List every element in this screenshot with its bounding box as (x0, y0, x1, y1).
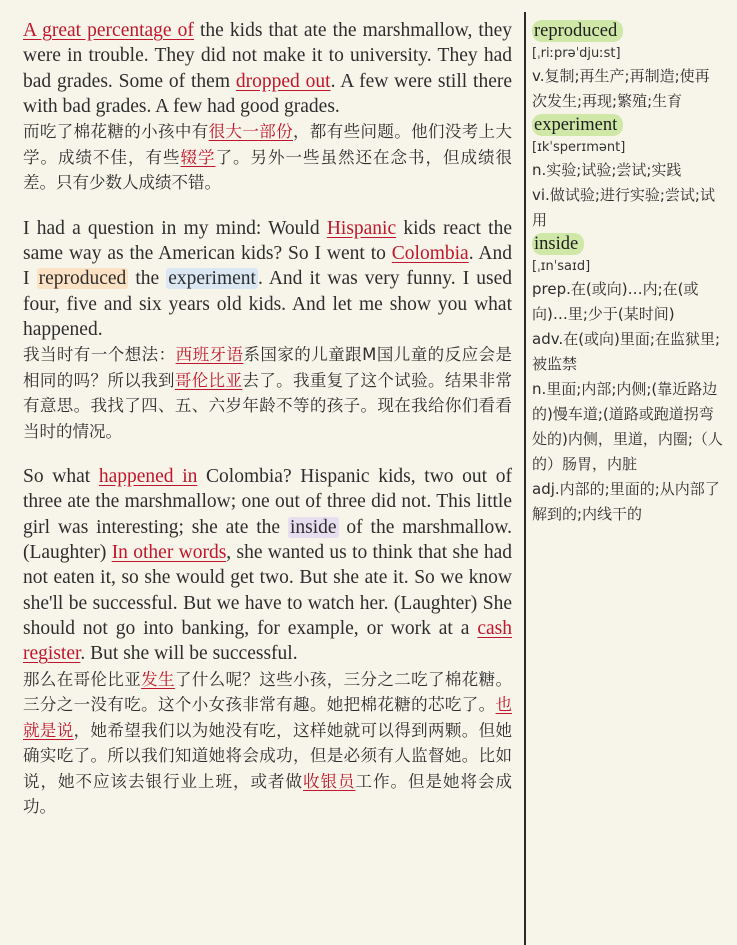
bilingual-transcript (23, 18, 512, 840)
text-run: 了什么呢？这些小孩，三分之二吃了棉花糖。三分之一没有吃。这个小女孩非常有趣。她把棉花糖的芯吃了。 (23, 669, 512, 715)
glossary-phonetic: [ɪkˈsperɪmənt] (532, 140, 626, 155)
text-run: ，都有些问题。他们没考上大学。成绩不佳，有些 (23, 122, 512, 167)
phrase-link[interactable]: dropped out (235, 70, 331, 92)
phrase-link[interactable]: Hispanic (326, 217, 397, 239)
text-run: 而吃了棉花糖的小孩中有 (23, 122, 209, 142)
phrase-link[interactable]: 西班牙语 (175, 345, 244, 365)
text-run: So what (23, 466, 99, 488)
text-run: . But she will be successful. (80, 643, 298, 665)
glossary-phonetic: [ˌɪnˈsaɪd] (532, 259, 591, 274)
text-run: . And I (23, 242, 512, 290)
text-run: I had a question in my mind: Would (23, 217, 327, 239)
glossary-entry-inside (532, 233, 724, 527)
highlighted-word[interactable]: experiment (168, 268, 256, 290)
text-run: , she wanted us to think that she had not eaten it, so she would get two. But she ate it. So we know she'll be successful. But we have to watch her. (Laughter) She should not go into banking, for example, or work at a (23, 542, 512, 639)
text-run: of the marshmallow. (Laughter) (23, 516, 512, 564)
highlighted-word[interactable]: inside (289, 516, 337, 538)
text-run: 我当时有一个想法： (23, 345, 176, 365)
glossary-definition: n.实验;试验;尝试;实践 (532, 161, 682, 179)
phrase-link[interactable]: 收银员 (303, 771, 356, 791)
english-paragraph (23, 216, 512, 342)
text-run: 去了。我重复了这个试验。结果非常有意思。我找了四、五、六岁年龄不等的孩子。现在我给你们看看当时的情况。 (23, 370, 512, 441)
glossary-headword[interactable]: inside (532, 233, 584, 255)
glossary-definition: vi.做试验;进行实验;尝试;试用 (532, 186, 715, 229)
text-run: the (128, 268, 167, 290)
text-run: kids react the same way as the American kids? So I went to (23, 217, 512, 264)
text-run: . A few were still there with bad grades. A few had good grades. (23, 70, 513, 117)
text-run: 那么在哥伦比亚 (23, 669, 142, 689)
glossary-headword[interactable]: experiment (532, 114, 623, 136)
glossary-headword[interactable]: reproduced (532, 20, 623, 42)
glossary-definition: n.里面;内部;内侧;(靠近路边的)慢车道;(道路或跑道拐弯处的)内侧，里道，内圈;（人的）肠胃，内脏 (532, 380, 723, 473)
text-run: 工作。但是她将会成功。 (23, 771, 512, 817)
column-divider (524, 12, 526, 945)
glossary-phonetic: [ˌriːprəˈdjuːst] (532, 46, 621, 61)
phrase-link[interactable]: 也就是说 (23, 695, 512, 740)
text-run: 了。另外一些虽然还在念书，但成绩很差。只有少数人成绩不错。 (23, 147, 512, 193)
phrase-link[interactable]: happened in (98, 466, 198, 488)
chinese-paragraph (23, 119, 512, 196)
phrase-link[interactable]: 很大一部份 (208, 122, 293, 142)
phrase-link[interactable]: Colombia (391, 242, 469, 264)
text-run: . And it was very funny. I used four, five and six years old kids. And let me show you what happened. (23, 268, 513, 340)
paragraph-block (23, 216, 512, 444)
glossary-definition: v.复制;再生产;再制造;使再次发生;再现;繁殖;生育 (532, 67, 710, 110)
phrase-link[interactable]: 哥伦比亚 (174, 370, 243, 390)
chinese-paragraph (23, 342, 512, 444)
glossary-definition: adv.在(或向)里面;在监狱里;被监禁 (532, 330, 721, 373)
text-run: Colombia? Hispanic kids, two out of three ate the marshmallow; one out of three did not. This little girl was interesting; she ate the (23, 466, 513, 538)
phrase-link[interactable]: 辍学 (180, 147, 216, 167)
chinese-paragraph (23, 667, 512, 820)
text-run: ，她希望我们以为她没有吃，这样她就可以得到两颗。但她确实吃了。所以我们知道她将会成功，但是必须有人监督她。比如说，她不应该去银行业上班，或者做 (23, 720, 512, 791)
glossary-entry-reproduced (532, 20, 724, 114)
highlighted-word[interactable]: reproduced (38, 268, 127, 290)
paragraph-block (23, 464, 512, 819)
english-paragraph (23, 18, 512, 119)
phrase-link[interactable]: cash register (23, 617, 512, 665)
paragraph-block (23, 18, 512, 196)
text-run: 系国家的儿童跟M国儿童的反应会是相同的吗？所以我到 (23, 345, 513, 390)
phrase-link[interactable]: A great percentage of (23, 20, 194, 41)
glossary-definition: prep.在(或向)…内;在(或向)…里;少于(某时间) (532, 280, 699, 323)
english-paragraph (23, 464, 512, 666)
glossary-definition: adj.内部的;里面的;从内部了解到的;内线干的 (532, 480, 720, 523)
glossary-entry-experiment (532, 114, 724, 233)
phrase-link[interactable]: In other words (111, 542, 227, 564)
phrase-link[interactable]: 发生 (141, 669, 175, 689)
vocabulary-glossary (532, 20, 724, 527)
text-run: the kids that ate the marshmallow, they were in trouble. They did not make it to university. They had bad grades. Some of them (23, 20, 512, 92)
